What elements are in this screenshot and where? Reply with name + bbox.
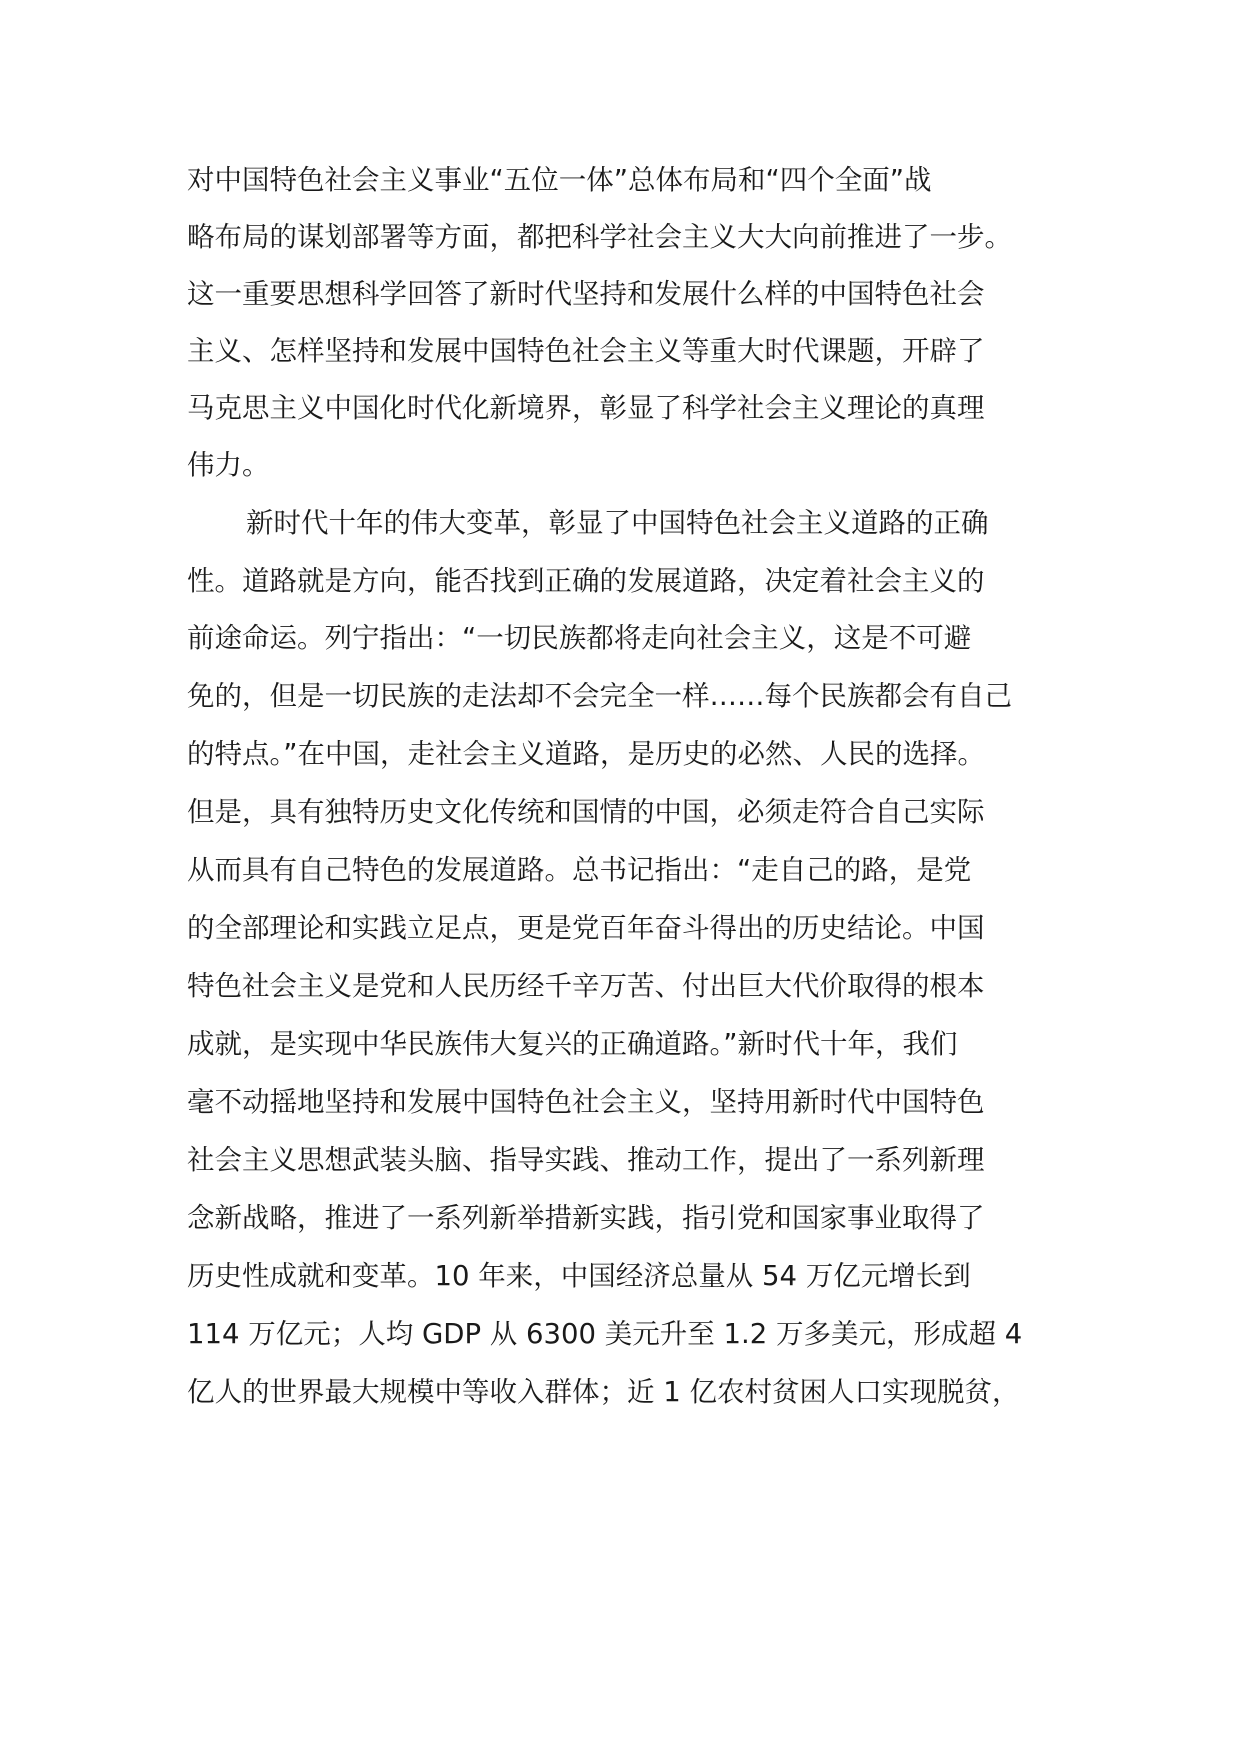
text-line: 马克思主义中国化时代化新境界，彰显了科学社会主义理论的真理 [187,392,985,424]
text-line: 略布局的谋划部署等方面，都把科学社会主义大大向前推进了一步。 [187,221,1012,253]
text-line: 亿人的世界最大规模中等收入群体；近 1 亿农村贫困人口实现脱贫， [187,1376,1020,1408]
text-line: 的特点。”在中国，走社会主义道路，是历史的必然、人民的选择。 [187,738,985,770]
text-line: 社会主义思想武装头脑、指导实践、推动工作，提出了一系列新理 [187,1144,985,1176]
text-line: 但是，具有独特历史文化传统和国情的中国，必须走符合自己实际 [187,796,985,828]
text-line: 114 万亿元；人均 GDP 从 6300 美元升至 1.2 万多美元，形成超 4 [187,1318,1023,1350]
text-line: 对中国特色社会主义事业“五位一体”总体布局和“四个全面”战 [187,164,932,196]
text-line: 历史性成就和变革。10 年来，中国经济总量从 54 万亿元增长到 [187,1260,971,1292]
text-line: 前途命运。列宁指出：“一切民族都将走向社会主义，这是不可避 [187,622,972,654]
text-line: 伟力。 [187,449,270,481]
text-line: 从而具有自己特色的发展道路。总书记指出：“走自己的路，是党 [187,854,972,886]
text-line: 特色社会主义是党和人民历经千辛万苦、付出巨大代价取得的根本 [187,970,985,1002]
text-line: 的全部理论和实践立足点，更是党百年奋斗得出的历史结论。中国 [187,912,985,944]
text-line: 性。道路就是方向，能否找到正确的发展道路，决定着社会主义的 [187,565,985,597]
paragraph-first-line: 新时代十年的伟大变革，彰显了中国特色社会主义道路的正确 [246,507,989,539]
text-line: 免的，但是一切民族的走法却不会完全一样……每个民族都会有自己 [187,680,1012,712]
text-line: 这一重要思想科学回答了新时代坚持和发展什么样的中国特色社会 [187,278,985,310]
text-line: 毫不动摇地坚持和发展中国特色社会主义，坚持用新时代中国特色 [187,1086,985,1118]
text-line: 主义、怎样坚持和发展中国特色社会主义等重大时代课题，开辟了 [187,335,985,367]
text-line: 念新战略，推进了一系列新举措新实践，指引党和国家事业取得了 [187,1202,985,1234]
text-line: 成就，是实现中华民族伟大复兴的正确道路。”新时代十年，我们 [187,1028,958,1060]
